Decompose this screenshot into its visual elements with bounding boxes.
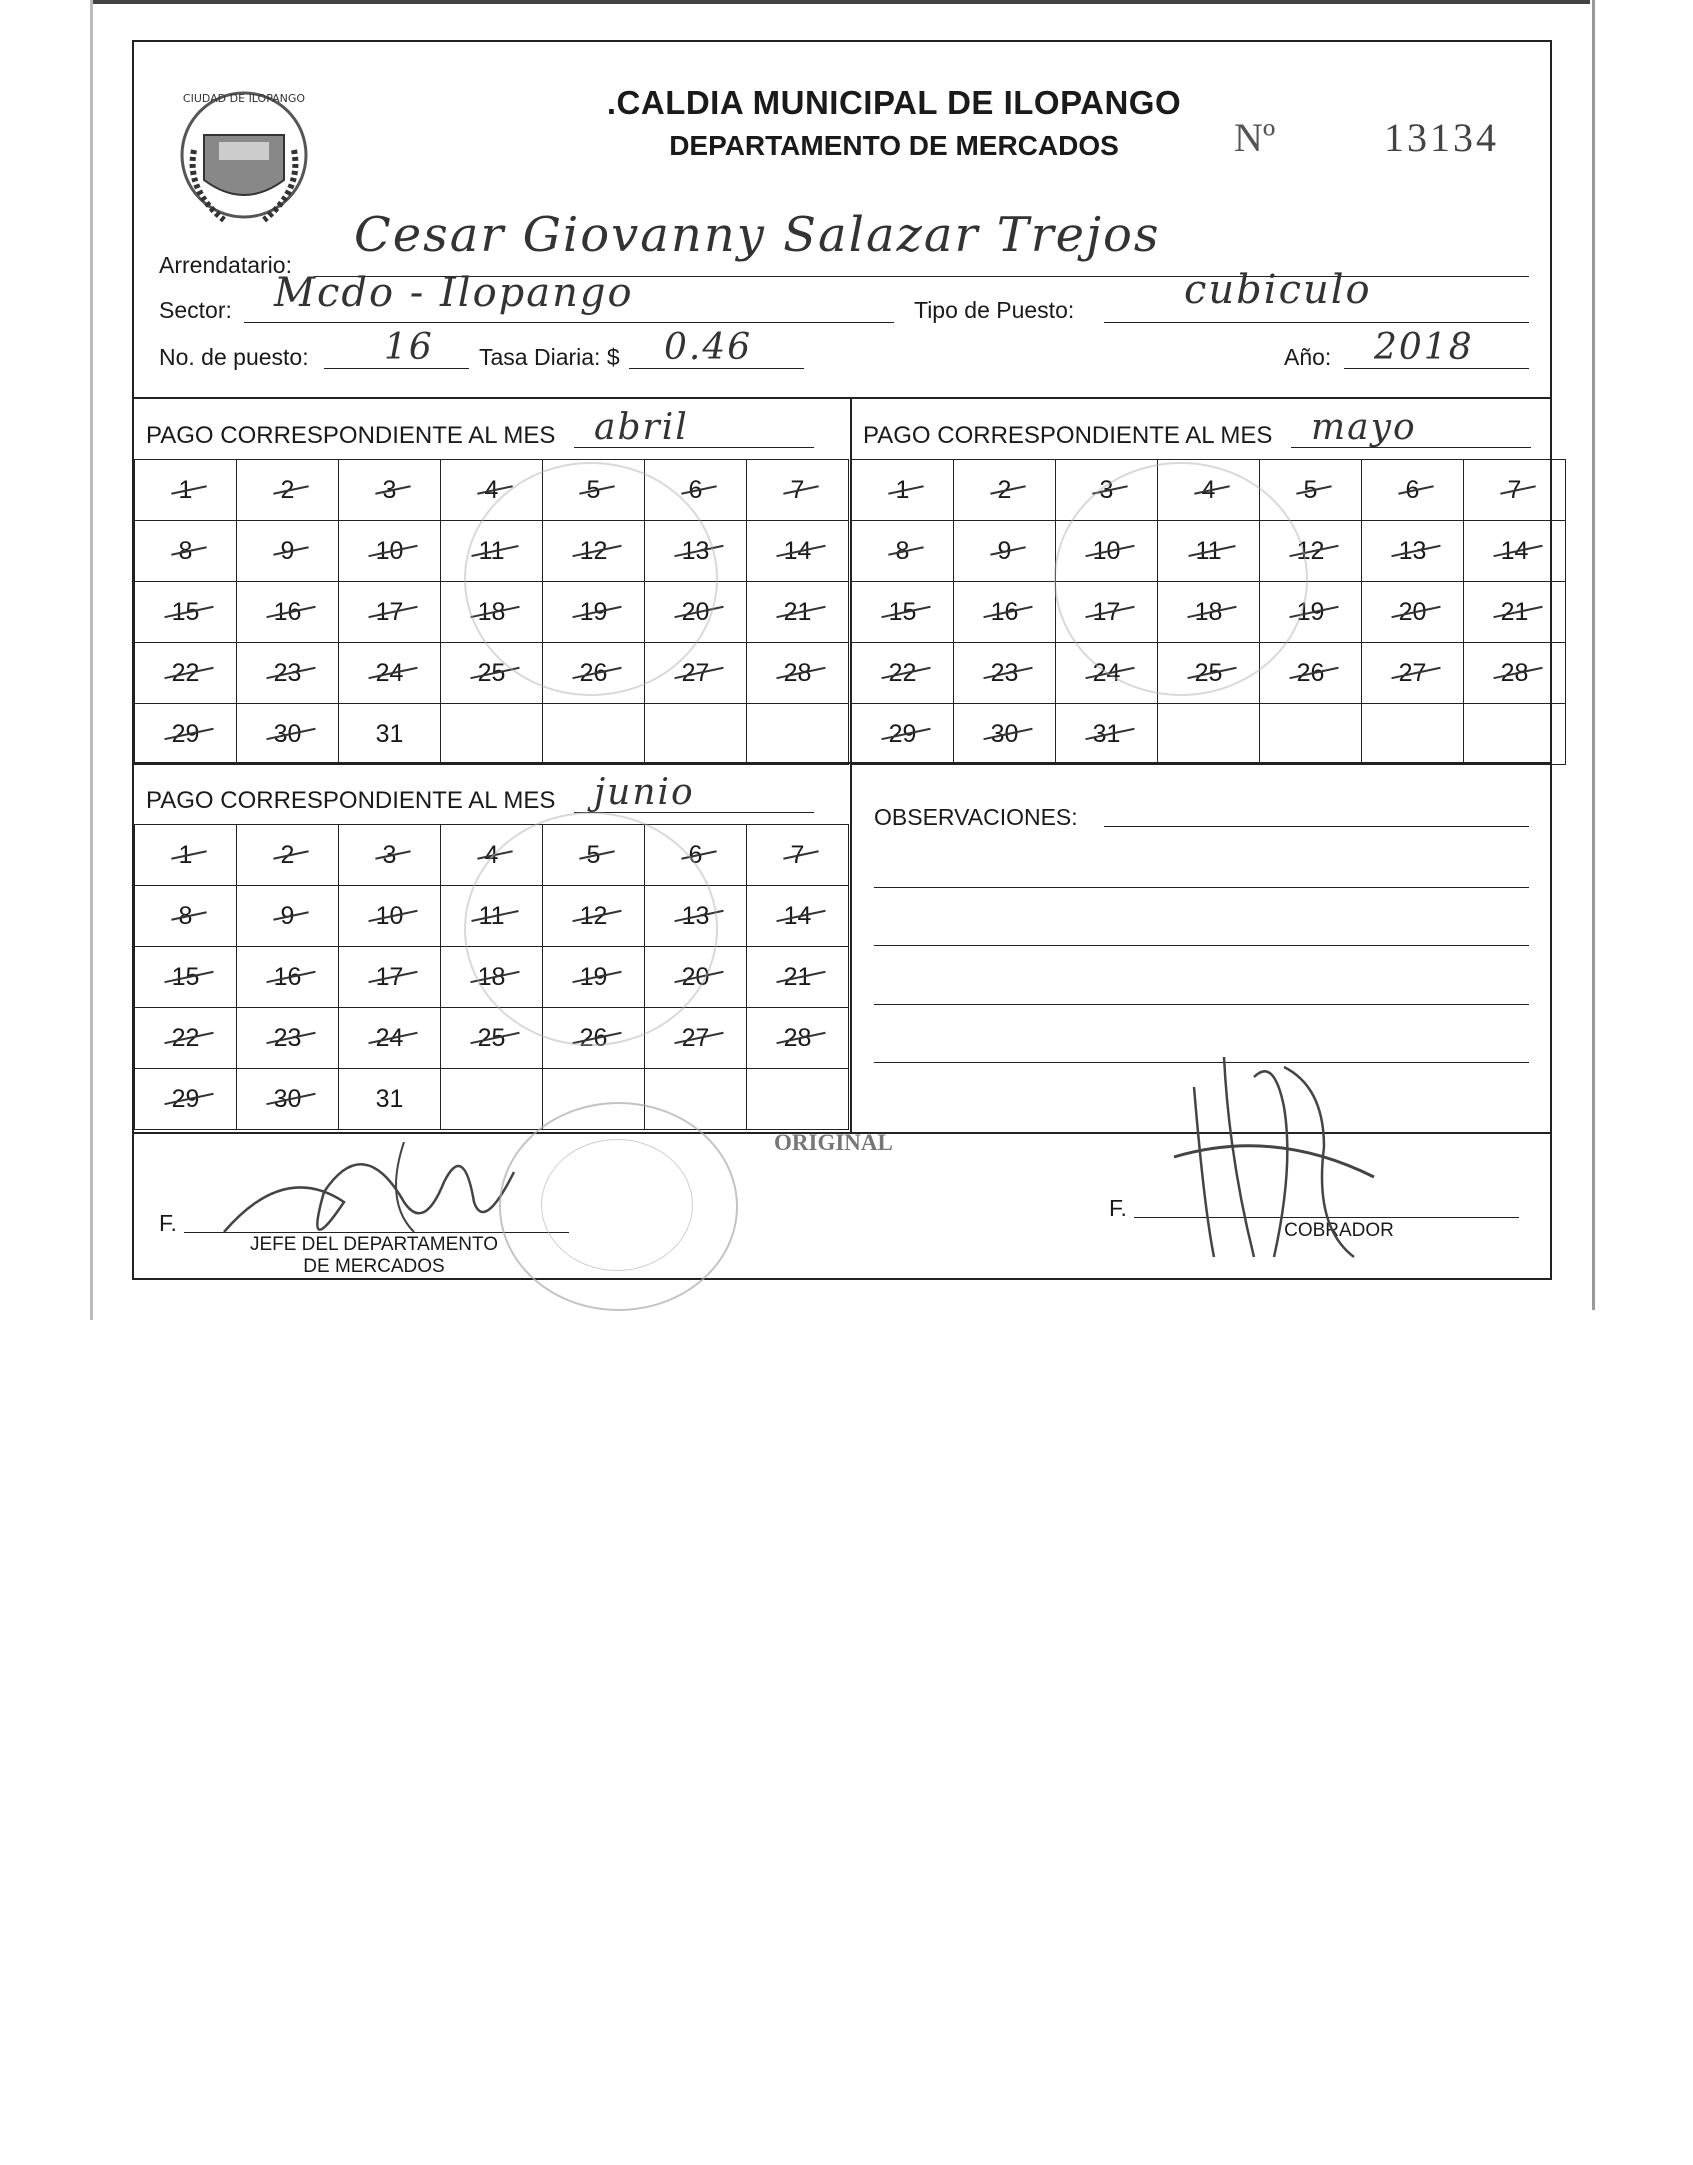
day-cell [338, 581, 441, 643]
day-cell [851, 459, 954, 521]
day-cell [953, 642, 1056, 704]
day-cell [134, 642, 237, 704]
day-number: 7 [790, 475, 805, 504]
day-cell [851, 520, 954, 582]
day-cell [338, 520, 441, 582]
scan-edge-right [1592, 0, 1595, 1310]
day-number: 10 [1092, 536, 1121, 565]
cobrador-signature [1164, 1047, 1384, 1277]
empty-cell [1259, 703, 1362, 765]
day-cell [236, 520, 339, 582]
firma-f-right: F. [1109, 1195, 1127, 1221]
anio-line [1344, 368, 1529, 369]
tasa-label: Tasa Diaria: $ [479, 344, 620, 370]
scan-edge-top [90, 0, 1590, 4]
day-cell [746, 1007, 849, 1069]
day-number: 28 [1500, 658, 1529, 687]
day-number: 4 [1201, 475, 1216, 504]
day-number: 3 [382, 475, 397, 504]
jefe-label-line1: JEFE DEL DEPARTAMENTO [249, 1234, 499, 1255]
day-number: 23 [990, 658, 1019, 687]
day-cell [953, 520, 1056, 582]
day-number: 15 [171, 962, 200, 991]
day-number: 2 [280, 475, 295, 504]
day-number: 29 [171, 1084, 200, 1113]
day-number: 9 [280, 536, 295, 565]
day-number: 20 [1398, 597, 1427, 626]
day-cell [1361, 581, 1464, 643]
day-number: 20 [681, 962, 710, 991]
firma-f-left: F. [159, 1210, 177, 1236]
day-cell [851, 581, 954, 643]
day-cell [851, 642, 954, 704]
observaciones-line-4 [874, 1004, 1529, 1005]
day-cell [338, 885, 441, 947]
city-seal-logo [174, 80, 314, 240]
day-number: 13 [681, 536, 710, 565]
day-cell [236, 946, 339, 1008]
day-number: 1 [178, 840, 193, 869]
day-number: 21 [783, 597, 812, 626]
arrendatario-label: Arrendatario: [159, 252, 292, 278]
day-cell [1361, 520, 1464, 582]
day-number: 10 [375, 901, 404, 930]
day-cell [1463, 520, 1566, 582]
day-number: 7 [1507, 475, 1522, 504]
day-number: 27 [681, 1023, 710, 1052]
column-divider [850, 397, 852, 1132]
day-number: 3 [382, 840, 397, 869]
day-number: 17 [375, 597, 404, 626]
day-cell [1463, 581, 1566, 643]
day-cell [236, 1068, 339, 1130]
day-cell [236, 1007, 339, 1069]
day-cell [953, 703, 1056, 765]
day-number: 25 [1194, 658, 1223, 687]
day-cell [236, 824, 339, 886]
day-number: 22 [171, 1023, 200, 1052]
day-number: 7 [790, 840, 805, 869]
day-cell [338, 703, 441, 765]
day-number: 13 [681, 901, 710, 930]
day-cell [953, 581, 1056, 643]
day-number: 23 [273, 1023, 302, 1052]
day-number: 5 [1303, 475, 1318, 504]
day-cell [134, 885, 237, 947]
day-number: 30 [990, 719, 1019, 748]
day-cell [338, 946, 441, 1008]
day-number: 6 [688, 840, 703, 869]
sector-value: Mcdo - Ilopango [274, 270, 634, 316]
day-number: 22 [888, 658, 917, 687]
empty-cell [440, 1068, 543, 1130]
day-number: 8 [895, 536, 910, 565]
day-number: 26 [579, 658, 608, 687]
day-number: 27 [681, 658, 710, 687]
day-number: 4 [484, 840, 499, 869]
puesto-label: No. de puesto: [159, 344, 309, 370]
day-number: 8 [178, 901, 193, 930]
day-cell [1463, 642, 1566, 704]
day-cell [134, 824, 237, 886]
tasa-value: 0.46 [664, 327, 753, 368]
sector-label: Sector: [159, 297, 232, 323]
day-number: 23 [273, 658, 302, 687]
market-stamp-faint [1054, 462, 1308, 696]
day-number: 2 [997, 475, 1012, 504]
day-number: 27 [1398, 658, 1427, 687]
month-name-value: mayo [1311, 407, 1417, 448]
day-cell [134, 1068, 237, 1130]
day-cell [134, 703, 237, 765]
day-cell [1055, 703, 1158, 765]
original-mark: ORIGINAL [774, 1130, 893, 1155]
day-number: 28 [783, 658, 812, 687]
market-receipt [132, 40, 1552, 1280]
day-cell [236, 703, 339, 765]
tipo-puesto-value: cubiculo [1184, 267, 1372, 313]
empty-cell [440, 703, 543, 765]
day-number: 16 [990, 597, 1019, 626]
day-number: 19 [579, 597, 608, 626]
tasa-line [629, 368, 804, 369]
day-number: 17 [375, 962, 404, 991]
observaciones-line-3 [874, 945, 1529, 946]
day-number: 18 [477, 962, 506, 991]
day-number: 14 [783, 901, 812, 930]
market-department-stamp [499, 1102, 738, 1311]
day-number: 24 [1092, 658, 1121, 687]
market-stamp-faint [464, 812, 718, 1046]
empty-cell [746, 1068, 849, 1130]
month-header-label: PAGO CORRESPONDIENTE AL MES [146, 422, 556, 449]
svg-text:CIUDAD DE ILOPANGO: CIUDAD DE ILOPANGO [182, 92, 306, 105]
empty-cell [1463, 703, 1566, 765]
market-stamp-faint [464, 462, 718, 696]
sector-line [244, 322, 894, 323]
day-number: 25 [477, 1023, 506, 1052]
empty-cell [1361, 703, 1464, 765]
empty-cell [746, 703, 849, 765]
day-number: 6 [1405, 475, 1420, 504]
day-number: 30 [273, 1084, 302, 1113]
day-cell [746, 824, 849, 886]
day-number: 21 [1500, 597, 1529, 626]
day-number: 26 [579, 1023, 608, 1052]
day-number: 9 [280, 901, 295, 930]
day-number: 12 [579, 536, 608, 565]
day-number: 28 [783, 1023, 812, 1052]
day-cell [338, 824, 441, 886]
day-cell [236, 642, 339, 704]
day-number: 1 [895, 475, 910, 504]
day-cell [953, 459, 1056, 521]
month-name-value: abril [594, 407, 689, 448]
day-cell [338, 1068, 441, 1130]
arrendatario-value: Cesar Giovanny Salazar Trejos [354, 207, 1161, 263]
day-cell [134, 946, 237, 1008]
empty-cell [1157, 703, 1260, 765]
day-number: 19 [579, 962, 608, 991]
receipt-header [134, 42, 1550, 399]
day-cell [851, 703, 954, 765]
month-header-label: PAGO CORRESPONDIENTE AL MES [146, 787, 556, 814]
empty-cell [644, 703, 747, 765]
day-number: 18 [477, 597, 506, 626]
day-number: 12 [1296, 536, 1325, 565]
day-cell [338, 642, 441, 704]
day-cell [746, 520, 849, 582]
day-cell [746, 459, 849, 521]
day-cell [236, 581, 339, 643]
day-number: 2 [280, 840, 295, 869]
day-number: 5 [586, 475, 601, 504]
day-number: 21 [783, 962, 812, 991]
day-number: 13 [1398, 536, 1427, 565]
day-cell [338, 1007, 441, 1069]
day-number: 25 [477, 658, 506, 687]
day-number: 29 [888, 719, 917, 748]
day-cell [746, 946, 849, 1008]
day-number: 31 [375, 1084, 404, 1113]
observaciones-line-2 [874, 887, 1529, 888]
day-number: 14 [1500, 536, 1529, 565]
day-number: 9 [997, 536, 1012, 565]
month-name-value: junio [594, 772, 695, 813]
day-cell [236, 459, 339, 521]
day-number: 29 [171, 719, 200, 748]
day-number: 15 [171, 597, 200, 626]
document-subtitle: DEPARTAMENTO DE MERCADOS [669, 130, 1119, 161]
day-number: 17 [1092, 597, 1121, 626]
day-number: 22 [171, 658, 200, 687]
day-number: 19 [1296, 597, 1325, 626]
day-number: 15 [888, 597, 917, 626]
month-header-label: PAGO CORRESPONDIENTE AL MES [863, 422, 1273, 449]
month-name-line [1291, 447, 1531, 448]
day-number: 16 [273, 597, 302, 626]
day-number: 31 [1092, 719, 1121, 748]
day-number: 3 [1099, 475, 1114, 504]
day-number: 30 [273, 719, 302, 748]
day-number: 11 [478, 901, 505, 930]
day-number: 11 [1195, 536, 1222, 565]
anio-label: Año: [1284, 344, 1332, 370]
day-cell [746, 642, 849, 704]
tipo-puesto-label: Tipo de Puesto: [914, 297, 1075, 323]
day-cell [134, 520, 237, 582]
day-number: 1 [178, 475, 193, 504]
day-number: 18 [1194, 597, 1223, 626]
day-number: 16 [273, 962, 302, 991]
day-cell [134, 581, 237, 643]
receipt-number-label: Nº [1234, 115, 1276, 160]
day-cell [746, 581, 849, 643]
scan-edge-left [90, 0, 93, 1320]
row-divider [134, 762, 1550, 764]
day-cell [338, 459, 441, 521]
day-cell [1463, 459, 1566, 521]
day-number: 20 [681, 597, 710, 626]
day-cell [746, 885, 849, 947]
day-number: 24 [375, 1023, 404, 1052]
receipt-number: 13134 [1384, 115, 1499, 160]
cobrador-label: COBRADOR [1284, 1220, 1394, 1241]
day-number: 24 [375, 658, 404, 687]
document-title: .CALDIA MUNICIPAL DE ILOPANGO [606, 84, 1182, 121]
month-name-line [574, 447, 814, 448]
observaciones-label: OBSERVACIONES: [874, 804, 1078, 830]
day-number: 5 [586, 840, 601, 869]
tipo-puesto-line [1104, 322, 1529, 323]
day-number: 12 [579, 901, 608, 930]
empty-cell [542, 703, 645, 765]
observaciones-line-1 [1104, 826, 1529, 827]
puesto-value: 16 [384, 327, 434, 368]
day-cell [236, 885, 339, 947]
day-number: 8 [178, 536, 193, 565]
puesto-line [324, 368, 469, 369]
anio-value: 2018 [1374, 327, 1474, 368]
day-cell [1361, 459, 1464, 521]
day-cell [134, 1007, 237, 1069]
day-number: 31 [375, 719, 404, 748]
day-number: 6 [688, 475, 703, 504]
jefe-label-line2: DE MERCADOS [303, 1256, 445, 1277]
day-number: 10 [375, 536, 404, 565]
day-number: 26 [1296, 658, 1325, 687]
day-number: 4 [484, 475, 499, 504]
day-number: 14 [783, 536, 812, 565]
day-cell [1361, 642, 1464, 704]
day-number: 11 [478, 536, 505, 565]
day-cell [134, 459, 237, 521]
